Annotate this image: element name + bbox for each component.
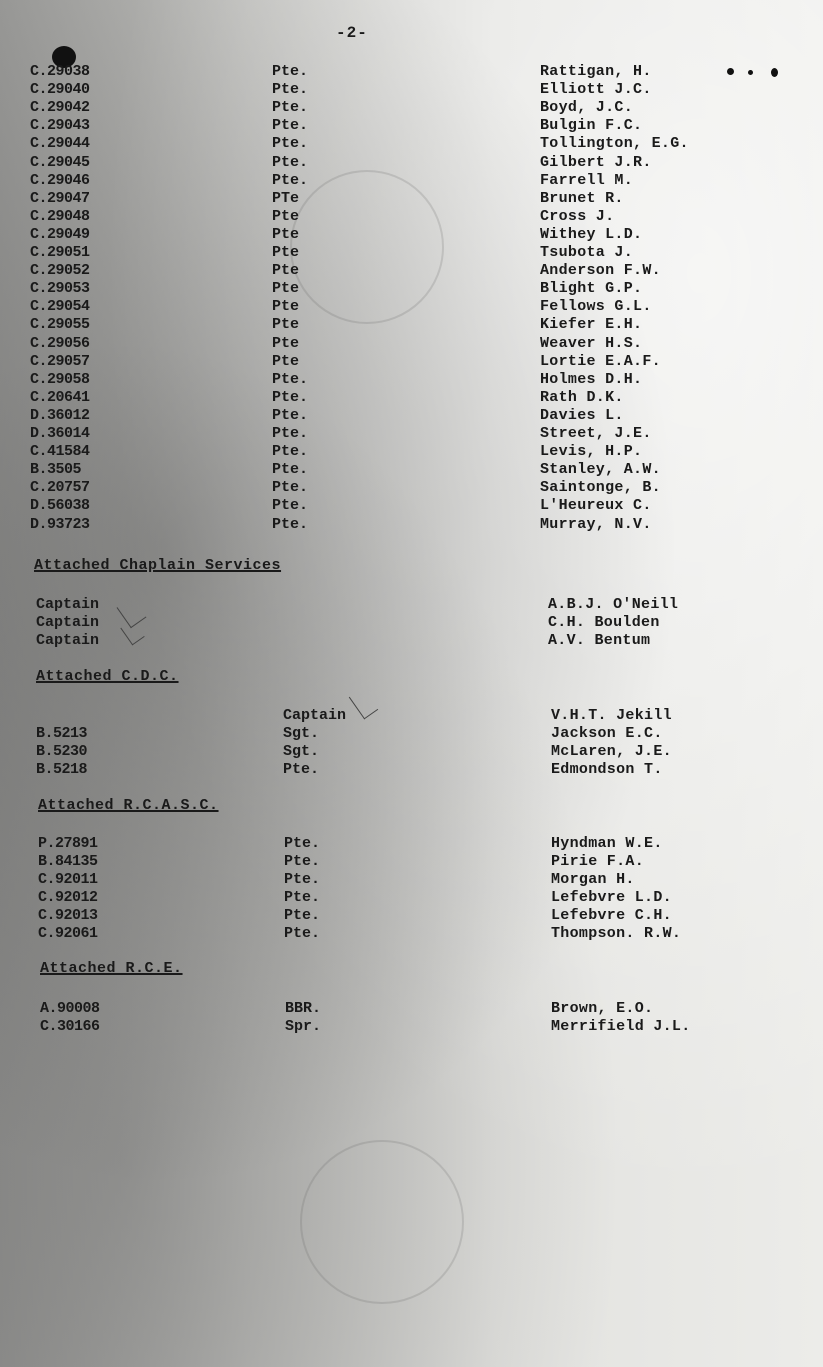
rank: Pte. xyxy=(272,443,309,461)
section-title: Attached R.C.E. xyxy=(40,960,183,977)
service-number: C.29047 xyxy=(30,189,90,207)
service-number: C.29045 xyxy=(30,153,90,171)
rank: BBR. xyxy=(285,1000,322,1017)
person-name: Farrell M. xyxy=(540,171,634,189)
person-name: A.V. Bentum xyxy=(548,632,651,649)
rank: Captain xyxy=(36,614,100,631)
service-number: C.29040 xyxy=(30,81,90,99)
ink-dot xyxy=(727,68,734,75)
person-name: Rattigan, H. xyxy=(540,63,652,80)
service-number: C.20757 xyxy=(30,479,90,497)
person-name: Kiefer E.H. xyxy=(540,316,643,334)
rank: Pte xyxy=(272,244,300,261)
rank: Pte. xyxy=(284,853,321,870)
rank: Pte. xyxy=(272,81,309,99)
rank: Pte xyxy=(272,334,300,352)
person-name: Stanley, A.W. xyxy=(540,461,661,479)
service-number: C.29056 xyxy=(30,334,90,352)
person-name: Lefebvre C.H. xyxy=(551,907,672,924)
person-name: Fellows G.L. xyxy=(540,298,652,316)
person-name: Brown, E.O. xyxy=(551,1000,654,1017)
rank: Pte xyxy=(272,280,300,298)
rank: Pte. xyxy=(283,761,320,778)
rank: Pte xyxy=(272,298,300,316)
service-number: C.92012 xyxy=(38,889,98,906)
person-name: Murray, N.V. xyxy=(540,515,652,533)
rank: Pte xyxy=(272,262,300,280)
rank: Captain xyxy=(283,707,347,724)
person-name: Tsubota J. xyxy=(540,244,634,261)
service-number: C.29053 xyxy=(30,280,90,298)
service-number: D.56038 xyxy=(30,497,90,515)
person-name: Thompson. R.W. xyxy=(551,925,682,942)
service-number: C.41584 xyxy=(30,443,90,461)
person-name: L'Heureux C. xyxy=(540,497,652,515)
rank: Pte. xyxy=(272,63,309,80)
rank: Pte. xyxy=(272,479,309,497)
check-mark xyxy=(349,688,378,720)
faint-stamp xyxy=(290,170,444,324)
service-number: C.92013 xyxy=(38,907,98,924)
person-name: Hyndman W.E. xyxy=(551,835,663,852)
service-number: C.29038 xyxy=(30,63,90,80)
rank: Pte. xyxy=(272,370,309,388)
service-number: D.93723 xyxy=(30,515,90,533)
rank: Sgt. xyxy=(283,725,320,742)
person-name: Anderson F.W. xyxy=(540,262,661,280)
person-name: Elliott J.C. xyxy=(540,81,652,99)
person-name: Jackson E.C. xyxy=(551,725,663,742)
service-number: C.92011 xyxy=(38,871,98,888)
page-number: -2- xyxy=(336,24,368,42)
service-number: C.29052 xyxy=(30,262,90,280)
section-title: Attached R.C.A.S.C. xyxy=(38,797,219,814)
person-name: Holmes D.H. xyxy=(540,370,643,388)
person-name: A.B.J. O'Neill xyxy=(548,596,679,613)
rank: Pte. xyxy=(272,171,309,189)
rank: Pte xyxy=(272,207,300,225)
section-title: Attached Chaplain Services xyxy=(34,557,282,574)
person-name: Pirie F.A. xyxy=(551,853,645,870)
service-number: C.29043 xyxy=(30,117,90,135)
rank: Pte. xyxy=(284,871,321,888)
service-number: C.29054 xyxy=(30,298,90,316)
service-number: C.30166 xyxy=(40,1018,100,1035)
service-number: D.36014 xyxy=(30,425,90,442)
person-name: Tollington, E.G. xyxy=(540,135,689,153)
rank: Pte. xyxy=(272,497,309,515)
person-name: Gilbert J.R. xyxy=(540,153,652,171)
ink-dot xyxy=(748,70,753,75)
person-name: Levis, H.P. xyxy=(540,443,643,461)
rank: Pte. xyxy=(272,135,309,153)
person-name: Boyd, J.C. xyxy=(540,99,634,117)
rank: Pte. xyxy=(284,925,321,942)
service-number: C.92061 xyxy=(38,925,98,942)
service-number: B.5218 xyxy=(36,761,88,778)
rank: Pte. xyxy=(272,388,309,406)
service-number: C.29055 xyxy=(30,316,90,334)
rank: Pte. xyxy=(284,907,321,924)
rank: Captain xyxy=(36,596,100,613)
rank: PTe xyxy=(272,189,300,207)
person-name: V.H.T. Jekill xyxy=(551,707,672,724)
rank: Pte. xyxy=(272,153,309,171)
person-name: McLaren, J.E. xyxy=(551,743,672,760)
person-name: Bulgin F.C. xyxy=(540,117,643,135)
rank: Captain xyxy=(36,632,100,649)
faint-stamp xyxy=(300,1140,464,1304)
rank: Pte. xyxy=(272,461,309,479)
service-number: D.36012 xyxy=(30,406,90,424)
service-number: C.29046 xyxy=(30,171,90,189)
service-number: B.5213 xyxy=(36,725,88,742)
service-number: C.20641 xyxy=(30,388,90,406)
person-name: Weaver H.S. xyxy=(540,334,643,352)
person-name: Lefebvre L.D. xyxy=(551,889,672,906)
person-name: C.H. Boulden xyxy=(548,614,660,631)
service-number: C.29042 xyxy=(30,99,90,117)
rank: Pte. xyxy=(284,835,321,852)
person-name: Withey L.D. xyxy=(540,225,643,243)
rank: Pte xyxy=(272,316,300,334)
rank: Pte. xyxy=(272,117,309,135)
person-name: Merrifield J.L. xyxy=(551,1018,691,1035)
service-number: P.27891 xyxy=(38,835,98,852)
service-number: C.29057 xyxy=(30,352,90,370)
person-name: Street, J.E. xyxy=(540,425,652,442)
service-number: B.3505 xyxy=(30,461,82,479)
service-number: C.29044 xyxy=(30,135,90,153)
service-number: A.90008 xyxy=(40,1000,100,1017)
check-mark xyxy=(120,620,144,646)
person-name: Lortie E.A.F. xyxy=(540,352,661,370)
rank: Sgt. xyxy=(283,743,320,760)
rank: Pte. xyxy=(272,99,309,117)
rank: Pte xyxy=(272,225,300,243)
person-name: Brunet R. xyxy=(540,189,624,207)
person-name: Edmondson T. xyxy=(551,761,663,778)
person-name: Morgan H. xyxy=(551,871,635,888)
service-number: C.29049 xyxy=(30,225,90,243)
rank: Pte. xyxy=(272,406,309,424)
rank: Pte. xyxy=(272,515,309,533)
section-title: Attached C.D.C. xyxy=(36,668,179,685)
person-name: Rath D.K. xyxy=(540,388,624,406)
rank: Spr. xyxy=(285,1018,322,1035)
ink-dot xyxy=(771,68,778,77)
service-number: C.29048 xyxy=(30,207,90,225)
rank: Pte xyxy=(272,352,300,370)
service-number: B.5230 xyxy=(36,743,88,760)
person-name: Davies L. xyxy=(540,406,624,424)
person-name: Cross J. xyxy=(540,207,615,225)
person-name: Saintonge, B. xyxy=(540,479,661,497)
person-name: Blight G.P. xyxy=(540,280,643,298)
service-number: C.29058 xyxy=(30,370,90,388)
service-number: C.29051 xyxy=(30,244,90,261)
rank: Pte. xyxy=(272,425,309,442)
service-number: B.84135 xyxy=(38,853,98,870)
rank: Pte. xyxy=(284,889,321,906)
